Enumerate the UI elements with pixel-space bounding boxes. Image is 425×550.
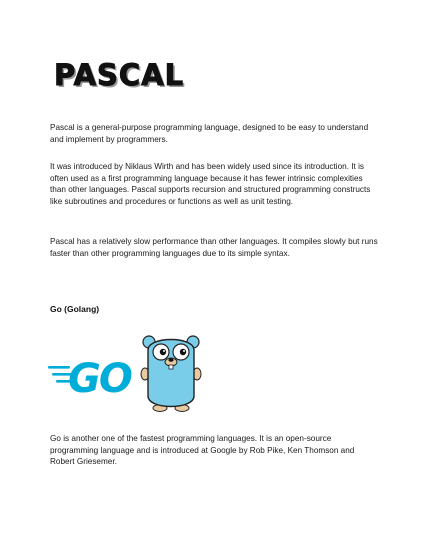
gopher-pupil-shine-left (163, 350, 165, 352)
gopher-nose (168, 358, 173, 362)
pascal-logo: PASCAL (54, 58, 185, 92)
gopher-pupil-shine-right (183, 350, 185, 352)
pascal-paragraph-3: Pascal has a relatively slow performance than other languages. It compiles slowly but runs faster than other programming languages due to its simple syntax. (50, 237, 378, 258)
gopher-mascot-icon (140, 330, 202, 412)
pascal-paragraph-2: It was introduced by Niklaus Wirth and has been widely used since its introduction. It is often used as a first programming language because it has fewer intrinsic complexities than other languages. Pascal supports recursion and structured programming constructs like subroutines and procedures or functions as well as unit testing. (50, 162, 371, 206)
pascal-paragraph-1: Pascal is a general-purpose programming language, designed to be easy to understand and implement by programmers. (50, 123, 369, 144)
go-heading: Go (Golang) (50, 304, 100, 314)
go-logo-speed-line (48, 366, 70, 369)
gopher-teeth (169, 365, 173, 369)
go-logo-text: GO (68, 356, 131, 398)
go-paragraph: Go is another one of the fastest programming languages. It is an open-source programming language and is introduced at Google by Rob Pike, Ken Thomson and Robert Griesemer. (50, 434, 355, 467)
gopher-pupil-right (180, 349, 186, 355)
go-logo-icon (46, 352, 144, 398)
gopher-pupil-left (160, 349, 166, 355)
